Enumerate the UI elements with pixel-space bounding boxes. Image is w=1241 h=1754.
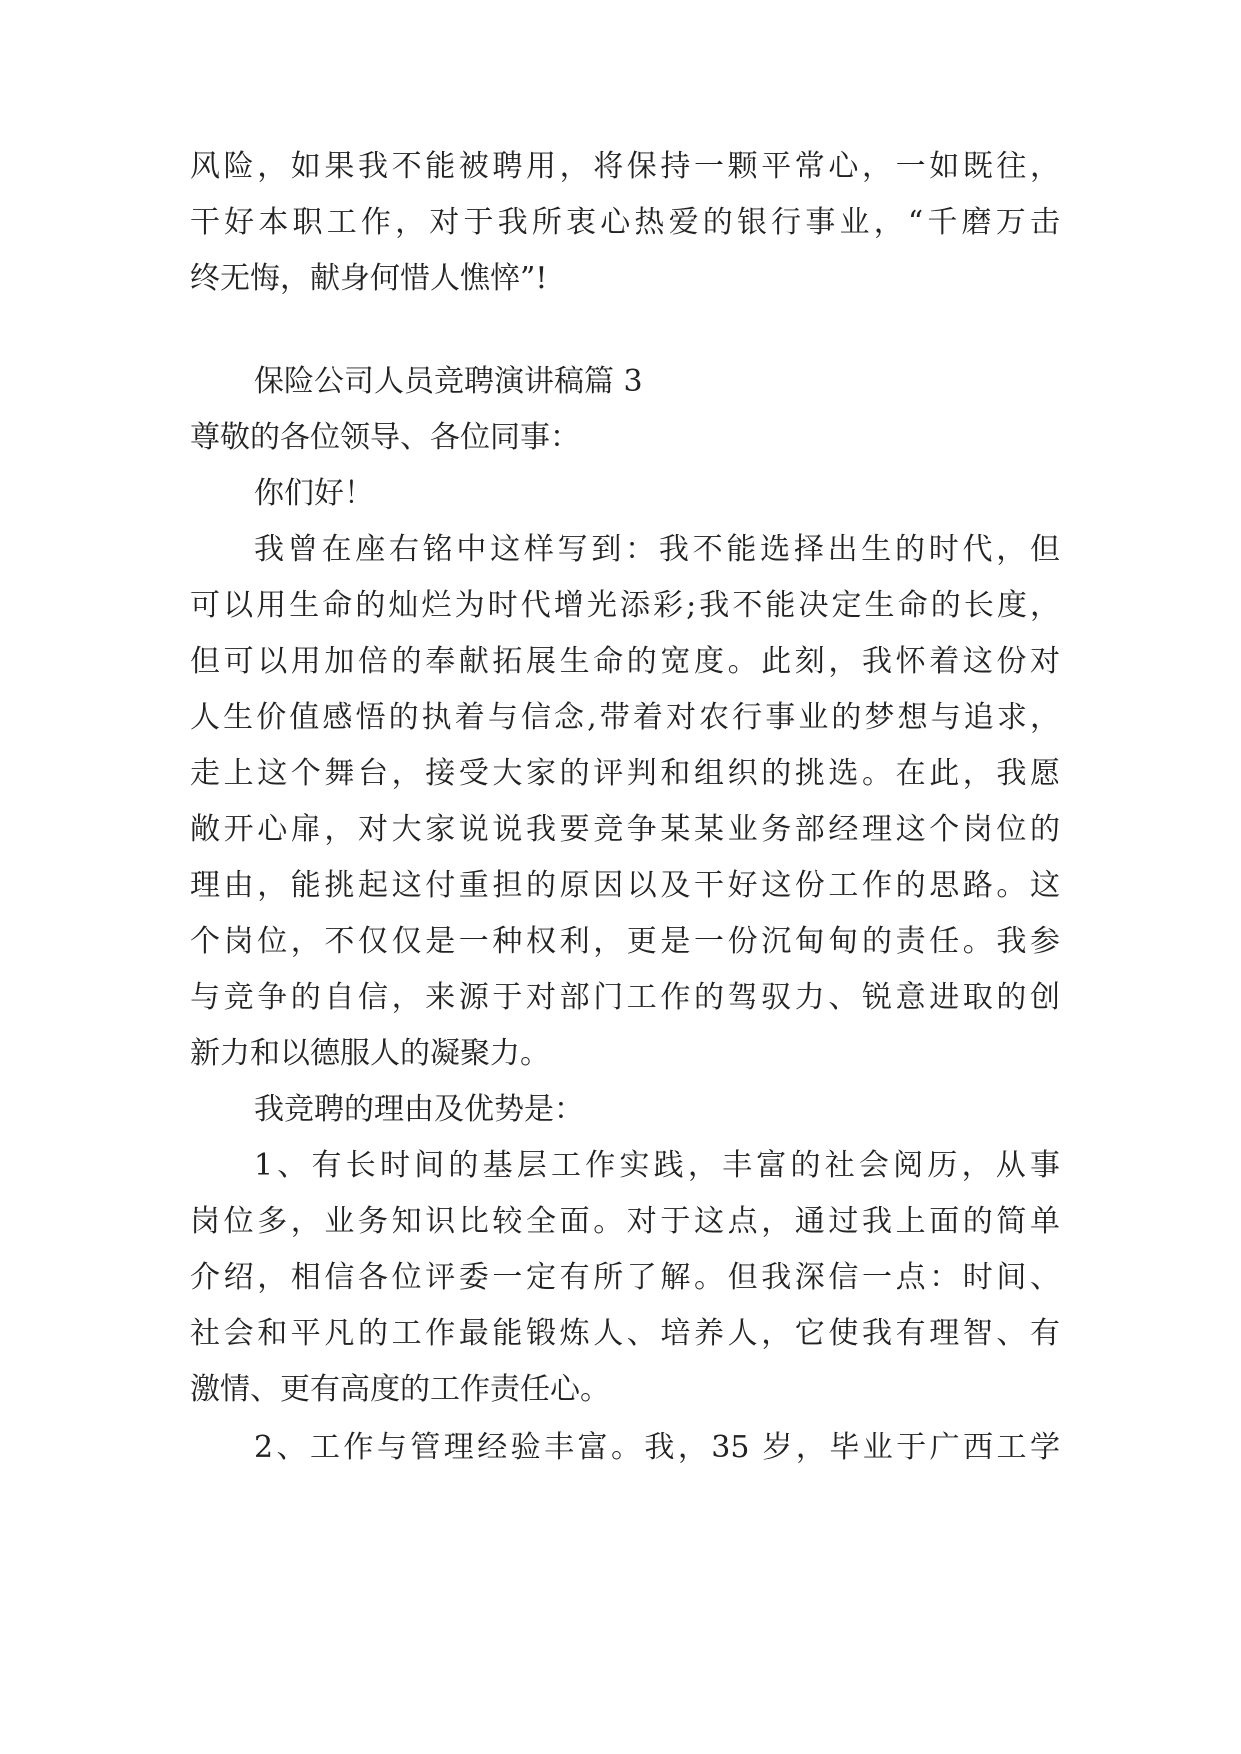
body-text-line: 干好本职工作，对于我所衷心热爱的银行事业，“千磨万击 — [190, 205, 1060, 240]
greeting: 你们好！ — [254, 476, 374, 511]
list-item-2-line: 2、工作与管理经验丰富。我，35 岁，毕业于广西工学 — [254, 1430, 1060, 1465]
body-text-line: 我曾在座右铭中这样写到：我不能选择出生的时代，但 — [254, 532, 1060, 567]
body-text-line: 与竞争的自信，来源于对部门工作的驾驭力、锐意进取的创 — [190, 980, 1060, 1015]
body-text-line: 人生价值感悟的执着与信念,带着对农行事业的梦想与追求， — [190, 700, 1060, 735]
list-item-1-line: 1、有长时间的基层工作实践，丰富的社会阅历，从事 — [254, 1148, 1060, 1183]
body-text-line: 但可以用加倍的奉献拓展生命的宽度。此刻，我怀着这份对 — [190, 644, 1060, 679]
salutation: 尊敬的各位领导、各位同事： — [190, 420, 580, 455]
body-text-line: 终无悔，献身何惜人憔悴”! — [190, 261, 548, 296]
body-text-line: 新力和以德服人的凝聚力。 — [190, 1036, 550, 1071]
body-text-line: 社会和平凡的工作最能锻炼人、培养人，它使我有理智、有 — [190, 1316, 1060, 1351]
body-text-line: 走上这个舞台，接受大家的评判和组织的挑选。在此，我愿 — [190, 756, 1060, 791]
body-text-line: 可以用生命的灿烂为时代增光添彩;我不能决定生命的长度， — [190, 588, 1060, 623]
body-text-line: 敞开心扉，对大家说说我要竞争某某业务部经理这个岗位的 — [190, 812, 1060, 847]
section-title: 保险公司人员竞聘演讲稿篇 3 — [254, 364, 643, 399]
body-text-line: 激情、更有高度的工作责任心。 — [190, 1372, 610, 1407]
body-text-line: 介绍，相信各位评委一定有所了解。但我深信一点：时间、 — [190, 1260, 1060, 1295]
body-text-line: 风险，如果我不能被聘用，将保持一颗平常心，一如既往， — [190, 149, 1060, 184]
body-text-line: 理由，能挑起这付重担的原因以及干好这份工作的思路。这 — [190, 868, 1060, 903]
body-text-line: 岗位多，业务知识比较全面。对于这点，通过我上面的简单 — [190, 1204, 1060, 1239]
body-text-line: 我竞聘的理由及优势是： — [254, 1092, 584, 1127]
body-text-line: 个岗位，不仅仅是一种权利，更是一份沉甸甸的责任。我参 — [190, 924, 1060, 959]
